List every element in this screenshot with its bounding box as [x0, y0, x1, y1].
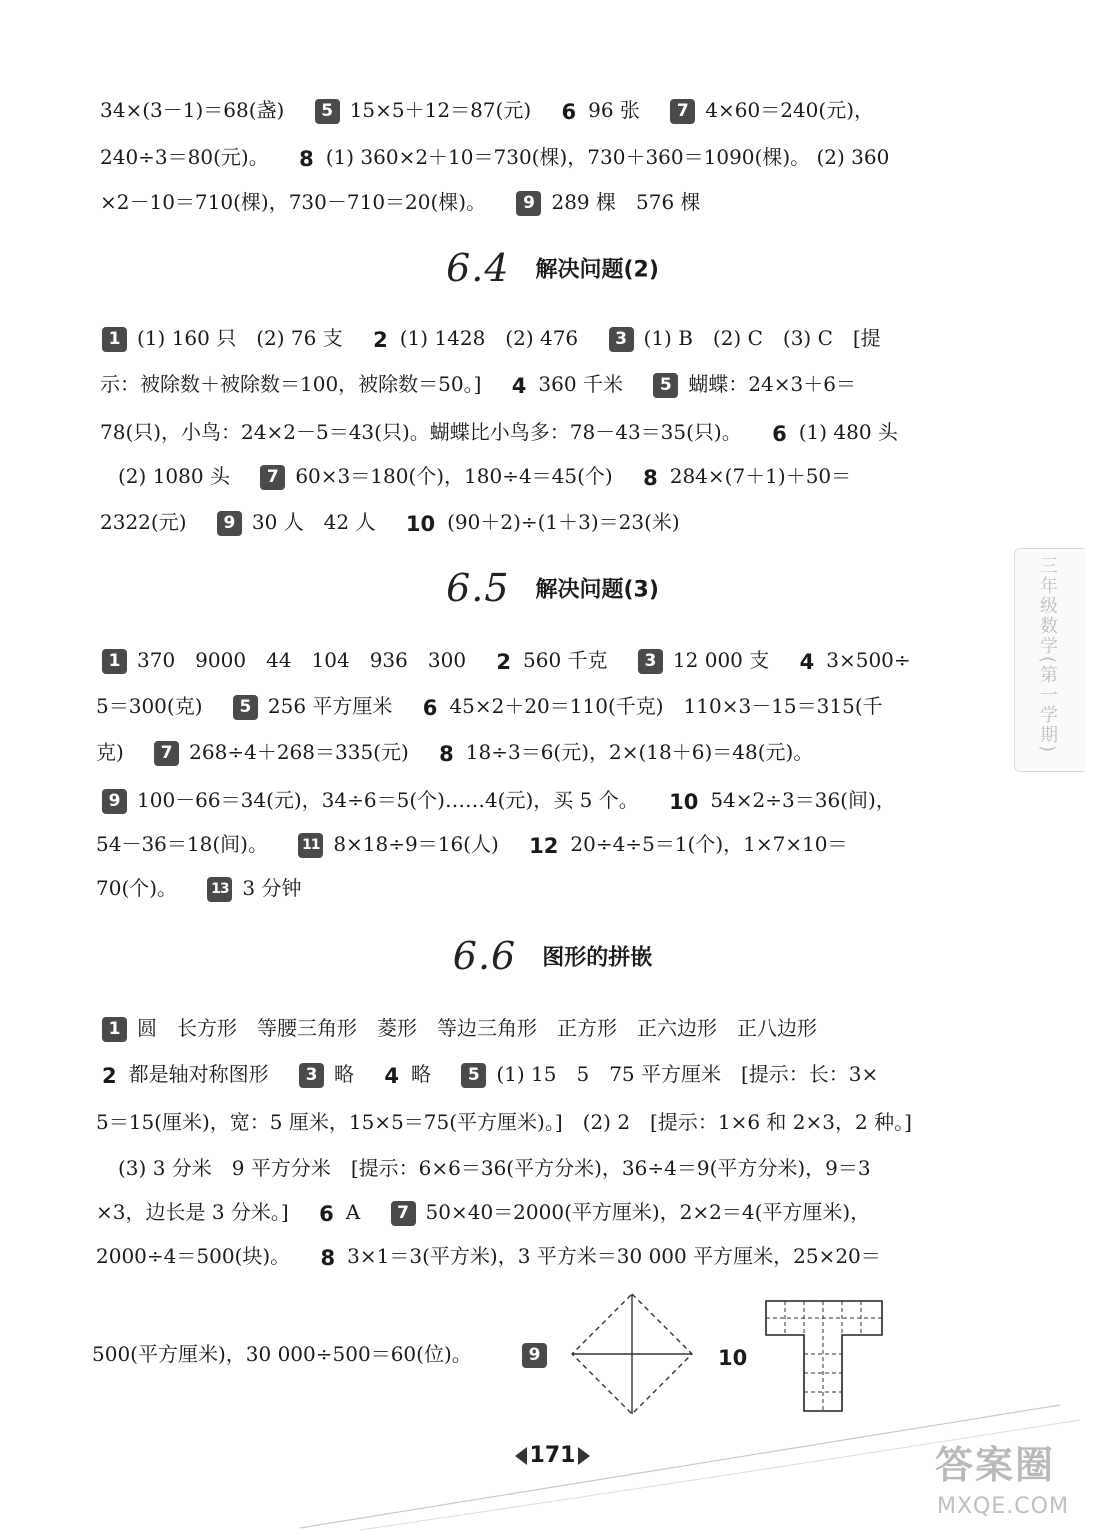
question-number-box: 3: [299, 1063, 324, 1088]
answer-text: 240÷3＝80(元)。: [100, 145, 269, 169]
answer-text: 2322(元): [100, 510, 187, 534]
answer-text: 12 000 支: [672, 648, 770, 672]
answer-text: 15×5＋12＝87(元): [349, 98, 532, 122]
answer-text: (1) 15 5 75 平方厘米 [提示：长：3×: [496, 1062, 879, 1086]
answer-text: 略: [410, 1062, 431, 1086]
answer-text: 示：被除数＋被除数＝100，被除数＝50。]: [100, 372, 482, 396]
question-number: 10: [669, 789, 699, 814]
answer-text: 560 千克: [523, 648, 608, 672]
section-title: 图形的拼嵌: [542, 945, 653, 971]
answer-text: 60×3＝180(个)，180÷4＝45(个): [295, 464, 613, 488]
question-number: 8: [320, 1245, 336, 1270]
question-number-box: 3: [609, 327, 634, 352]
answer-text: ×3，边长是 3 分米。]: [96, 1200, 289, 1224]
answer-text: (1) B (2) C (3) C [提: [643, 326, 881, 350]
answer-text: 78(只)，小鸟：24×2－5＝43(只)。蝴蝶比小鸟多：78－43＝35(只)。: [100, 420, 742, 444]
answer-text: A: [345, 1200, 361, 1224]
watermark-title: 答案圈: [935, 1443, 1056, 1487]
section-number: 6.6: [452, 934, 517, 978]
answer-text: (1) 1428 (2) 476: [399, 326, 579, 350]
answer-text: (1) 160 只 (2) 76 支: [137, 326, 343, 350]
question-number-box: 5: [315, 99, 340, 124]
answer-text: (1) 480 头: [798, 420, 898, 444]
section-number: 6.4: [446, 246, 510, 290]
question-number-box: 13: [207, 877, 232, 902]
question-number-box: 1: [102, 649, 127, 674]
watermark-url: MXQE.COM: [937, 1494, 1069, 1519]
question-number-box: 7: [391, 1201, 416, 1226]
question-number-box: 9: [516, 191, 541, 216]
answer-text: 284×(7＋1)＋50＝: [669, 464, 852, 488]
question-number: 4: [511, 373, 527, 398]
answer-text: (90＋2)÷(1＋3)＝23(米): [447, 510, 680, 534]
answer-text: 5＝300(克): [96, 694, 203, 718]
answer-text: 18÷3＝6(元)，2×(18＋6)＝48(元)。: [465, 740, 814, 764]
question-number-box: 1: [102, 1017, 127, 1042]
answer-text: 4×60＝240(元)，: [705, 98, 874, 122]
answer-text: 370 9000 44 104 936 300: [137, 648, 467, 672]
question-number: 10: [405, 511, 436, 536]
question-number: 4: [799, 649, 815, 674]
question-number-box: 1: [102, 327, 127, 352]
section-number: 6.5: [446, 566, 510, 610]
answer-text: 70(个)。: [96, 876, 178, 900]
question-number-box: 9: [102, 789, 127, 814]
answer-text: 50×40＝2000(平方厘米)，2×2＝4(平方厘米)，: [425, 1200, 871, 1224]
question-number-box: 7: [154, 741, 179, 766]
question-number: 6: [319, 1201, 334, 1226]
question-number-box: 9: [522, 1343, 547, 1368]
question-number: 8: [299, 146, 314, 171]
question-number-box: 3: [638, 649, 663, 674]
question-number-box: 5: [653, 373, 678, 398]
answer-text: 2000÷4＝500(块)。: [96, 1244, 291, 1268]
question-number: 12: [529, 833, 559, 858]
answer-text: 289 棵 576 棵: [551, 190, 701, 214]
answer-text: 都是轴对称图形: [128, 1062, 269, 1086]
answer-text: 100－66＝34(元)，34÷6＝5(个)……4(元)，买 5 个。: [137, 788, 639, 812]
answer-text: (1) 360×2＋10＝730(棵)，730＋360＝1090(棵)。 (2) 360: [325, 145, 890, 169]
question-number-box: 9: [217, 511, 242, 536]
side-tab-label: 三年级数学(第一学期): [1037, 556, 1058, 755]
question-number-box: 5: [461, 1063, 486, 1088]
section-title: 解决问题(2): [535, 257, 659, 283]
answer-text: 96 张: [588, 98, 640, 122]
answer-text: ×2－10＝710(棵)，730－710＝20(棵)。: [100, 190, 487, 214]
answer-text: 5＝15(厘米)，宽：5 厘米，15×5＝75(平方厘米)。] (2) 2 [提示：1×6 和 2×3，2 种。]: [96, 1110, 912, 1134]
answer-text: 360 千米: [538, 372, 623, 396]
question-number-box: 11: [298, 833, 323, 858]
answer-text: 54×2÷3＝36(间)，: [710, 788, 896, 812]
section-title: 解决问题(3): [535, 577, 659, 603]
answer-text: 45×2＋20＝110(千克) 110×3－15＝315(千: [449, 694, 883, 718]
watermark: [925, 1432, 1105, 1536]
answer-text: 8×18÷9＝16(人): [333, 832, 499, 856]
answer-text: (3) 3 分米 9 平方分米 [提示：6×6＝36(平方分米)，36÷4＝9(平方分米)，9＝3: [118, 1156, 871, 1180]
answer-text: 3 分钟: [242, 876, 302, 900]
question-number: 8: [439, 741, 454, 766]
answer-text: 略: [333, 1062, 354, 1086]
question-number: 4: [384, 1063, 399, 1088]
answer-text: 256 平方厘米: [267, 694, 393, 718]
answer-text: 3×1＝3(平方米)，3 平方米＝30 000 平方厘米，25×20＝: [347, 1244, 881, 1268]
answer-text: 圆 长方形 等腰三角形 菱形 等边三角形 正方形 正六边形 正八边形: [137, 1016, 817, 1040]
answer-text: 20÷4÷5＝1(个)，1×7×10＝: [570, 832, 848, 856]
answer-text: 蝴蝶：24×3＋6＝: [688, 372, 856, 396]
answer-text: 34×(3－1)＝68(盏): [100, 98, 285, 122]
answer-text: (2) 1080 头: [118, 464, 230, 488]
answer-text: 500(平方厘米)，30 000÷500＝60(位)。: [92, 1342, 472, 1366]
answer-text: 克): [96, 740, 124, 764]
question-number-box: 7: [260, 465, 285, 490]
question-number: 2: [496, 649, 512, 674]
answer-text: 54－36＝18(间)。: [96, 832, 268, 856]
question-number: 6: [772, 421, 787, 446]
question-number: 2: [102, 1063, 117, 1088]
page-number-text: 171: [529, 1443, 576, 1468]
question-number: 2: [373, 327, 388, 352]
answer-text: 268÷4＋268＝335(元): [189, 740, 409, 764]
question-number-box: 7: [670, 99, 695, 124]
answer-text: 3×500÷: [826, 648, 911, 672]
question-number: 6: [422, 695, 438, 720]
question-number: 10: [718, 1345, 748, 1370]
question-number: 8: [643, 465, 658, 490]
question-number-box: 5: [233, 695, 258, 720]
answer-text: 30 人 42 人: [251, 510, 376, 534]
question-number: 6: [561, 99, 577, 124]
